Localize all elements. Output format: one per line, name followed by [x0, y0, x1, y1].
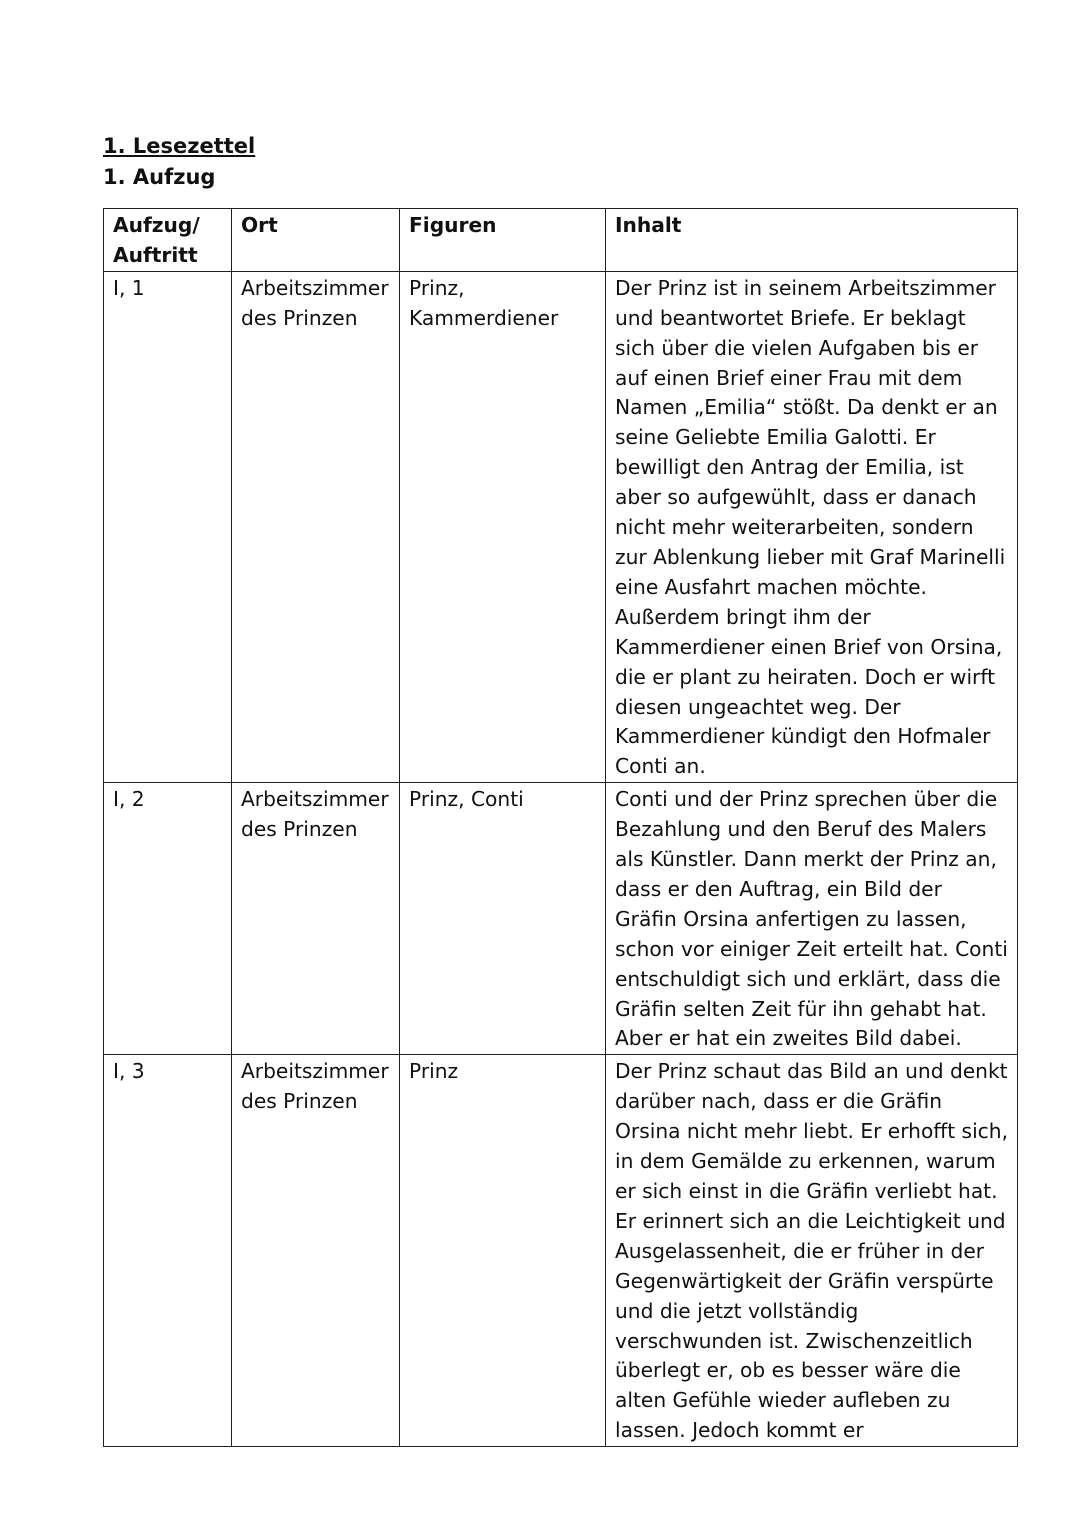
cell-act: I, 3	[104, 1055, 232, 1447]
cell-content: Der Prinz ist in seinem Arbeitszimmer und beantwortet Briefe. Er beklagt sich über die vielen Aufgaben bis er auf einen Brief einer Frau mit dem Namen „Emilia“ stößt. Da denkt er an seine Geliebte Emilia Galotti. Er bewilligt den Antrag der Emilia, ist aber so aufgewühlt, dass er danach nicht mehr weiterarbeiten, sondern zur Ablenkung lieber mit Graf Marinelli eine Ausfahrt machen möchte. Außerdem bringt ihm der Kammerdiener einen Brief von Orsina, die er plant zu heiraten. Doch er wirft diesen ungeachtet weg. Der Kammerdiener kündigt den Hofmaler Conti an.	[606, 271, 1018, 782]
cell-characters: Prinz	[400, 1055, 606, 1447]
cell-place: Arbeitszimmer des Prinzen	[232, 783, 400, 1055]
cell-content: Conti und der Prinz sprechen über die Bezahlung und den Beruf des Malers als Künstler. Dann merkt der Prinz an, dass er den Auftrag, ein Bild der Gräfin Orsina anfertigen zu lassen, schon vor einiger Zeit erteilt hat. Conti entschuldigt sich und erklärt, dass die Gräfin selten Zeit für ihn gehabt hat. Aber er hat ein zweites Bild dabei.	[606, 783, 1018, 1055]
header-place: Ort	[232, 209, 400, 272]
document-title: 1. Lesezettel	[103, 134, 256, 158]
table-header-row	[104, 209, 1018, 272]
cell-place: Arbeitszimmer des Prinzen	[232, 271, 400, 782]
cell-content: Der Prinz schaut das Bild an und denkt darüber nach, dass er die Gräfin Orsina nicht mehr liebt. Er erhofft sich, in dem Gemälde zu erkennen, warum er sich einst in die Gräfin verliebt hat. Er erinnert sich an die Leichtigkeit und Ausgelassenheit, die er früher in der Gegenwärtigkeit der Gräfin verspürte und die jetzt vollständig verschwunden ist. Zwischenzeitlich überlegt er, ob es besser wäre die alten Gefühle wieder aufleben zu lassen. Jedoch kommt er	[606, 1055, 1018, 1447]
cell-act: I, 1	[104, 271, 232, 782]
header-content: Inhalt	[606, 209, 1018, 272]
table-row	[104, 1055, 1018, 1447]
document-page	[103, 131, 1017, 1447]
cell-characters: Prinz, Kammerdiener	[400, 271, 606, 782]
scene-table	[103, 208, 1018, 1447]
header-characters: Figuren	[400, 209, 606, 272]
table-row	[104, 783, 1018, 1055]
table-row	[104, 271, 1018, 782]
document-subtitle: 1. Aufzug	[103, 165, 216, 189]
cell-act: I, 2	[104, 783, 232, 1055]
cell-place: Arbeitszimmer des Prinzen	[232, 1055, 400, 1447]
cell-characters: Prinz, Conti	[400, 783, 606, 1055]
header-act: Aufzug/ Auftritt	[104, 209, 232, 272]
